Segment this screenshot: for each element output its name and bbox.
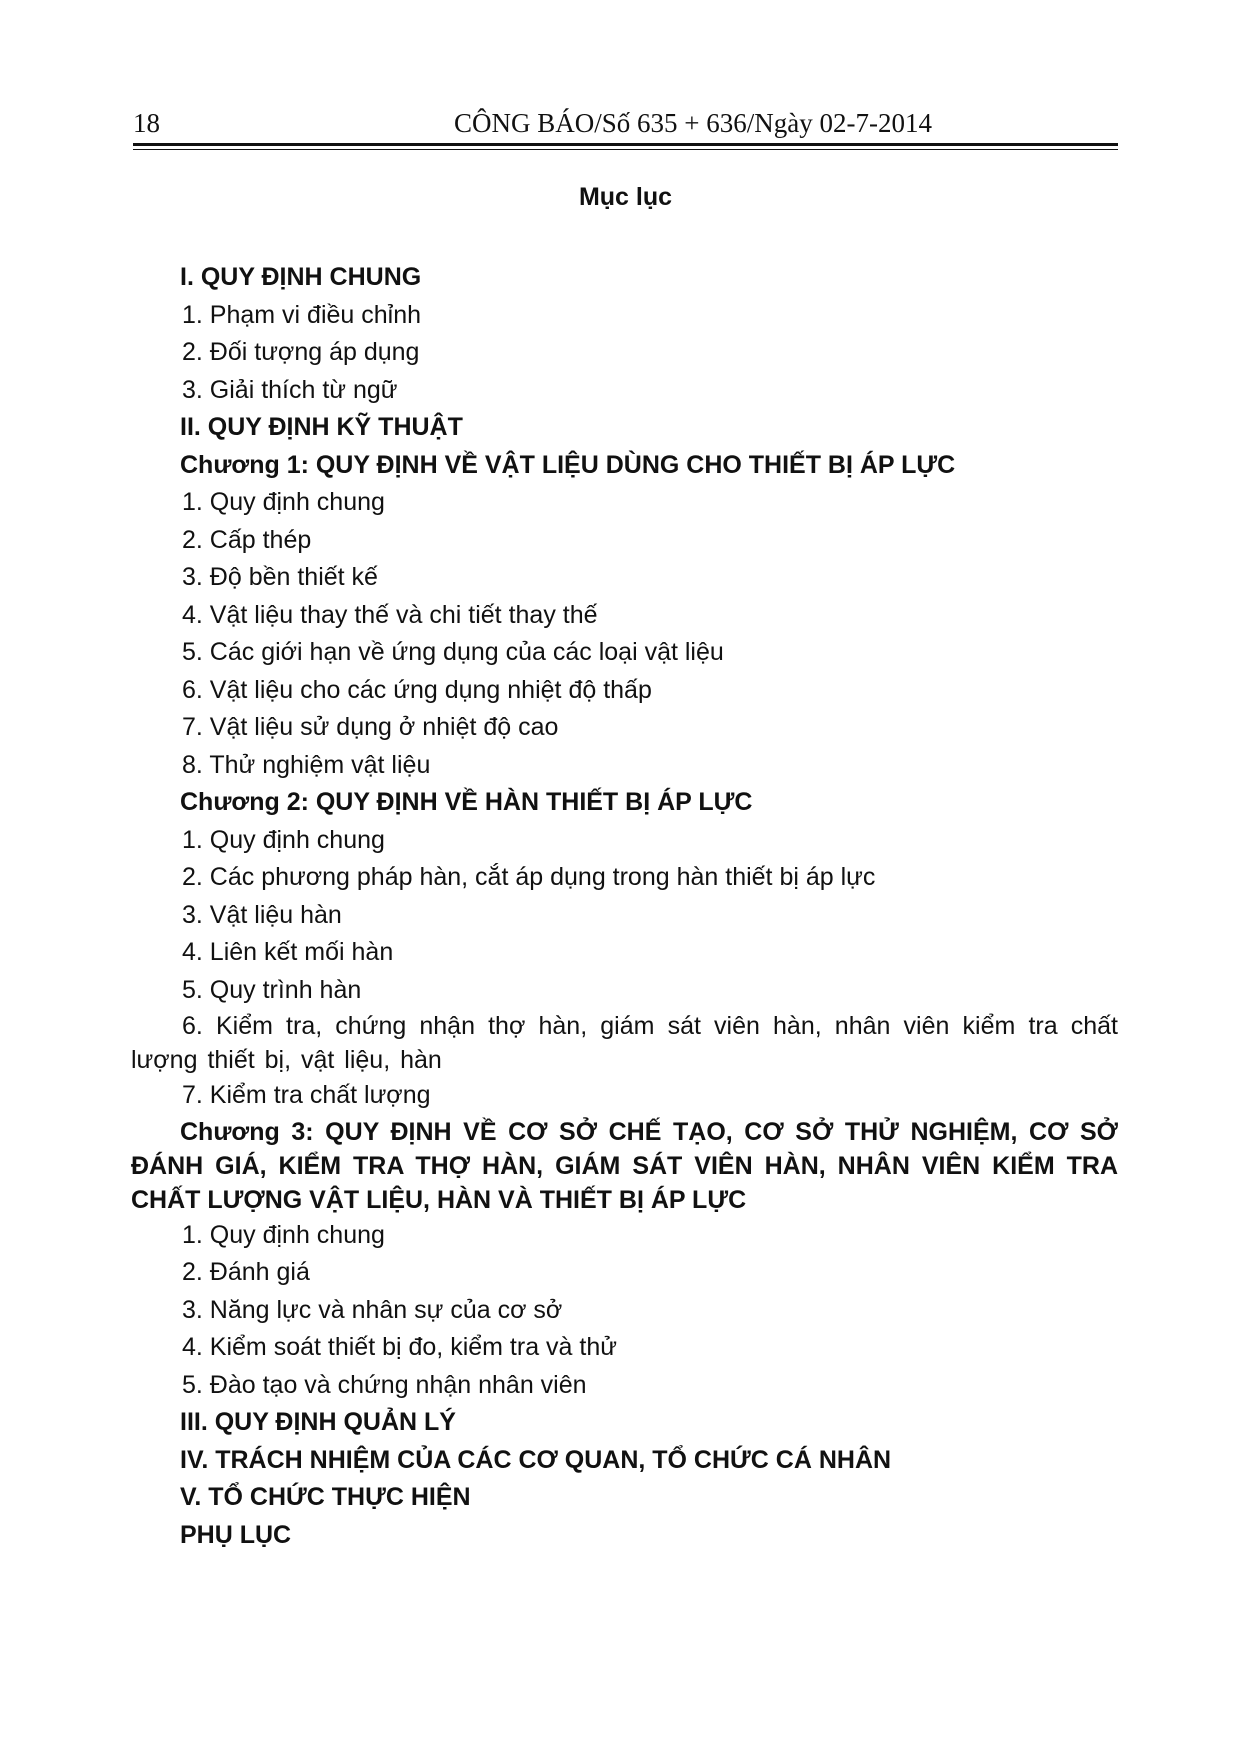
section-heading: II. QUY ĐỊNH KỸ THUẬT	[180, 413, 463, 441]
table-of-contents	[131, 259, 1118, 1554]
toc-item: 2. Cấp thép	[182, 525, 312, 554]
appendix-heading: PHỤ LỤC	[180, 1520, 292, 1549]
toc-item: 1. Quy định chung	[182, 825, 385, 854]
toc-item: 4. Kiểm soát thiết bị đo, kiểm tra và thử	[182, 1333, 617, 1361]
toc-item: 6. Vật liệu cho các ứng dụng nhiệt độ thấp	[182, 675, 652, 704]
gazette-title: CÔNG BÁO/Số 635 + 636/Ngày 02-7-2014	[454, 108, 932, 138]
toc-item: 7. Vật liệu sử dụng ở nhiệt độ cao	[182, 713, 559, 741]
toc-item: 1. Quy định chung	[182, 488, 385, 516]
section-heading: IV. TRÁCH NHIỆM CỦA CÁC CƠ QUAN, TỔ CHỨC CÁ NHÂN	[180, 1445, 892, 1474]
chapter-heading: Chương 1: QUY ĐỊNH VỀ VẬT LIỆU DÙNG CHO THIẾT BỊ ÁP LỰC	[180, 450, 956, 479]
toc-item: 3. Vật liệu hàn	[182, 900, 342, 929]
section-heading: V. TỔ CHỨC THỰC HIỆN	[180, 1483, 471, 1511]
page-number: 18	[133, 108, 160, 138]
toc-item: 2. Các phương pháp hàn, cắt áp dụng trong hàn thiết bị áp lực	[182, 863, 876, 891]
toc-item: 3. Độ bền thiết kế	[182, 563, 378, 591]
toc-item: 5. Quy trình hàn	[182, 975, 362, 1004]
toc-item: 5. Đào tạo và chứng nhận nhân viên	[182, 1370, 587, 1399]
toc-item: 4. Vật liệu thay thế và chi tiết thay thế	[182, 600, 598, 629]
chapter-heading: Chương 3: QUY ĐỊNH VỀ CƠ SỞ CHẾ TẠO, CƠ SỞ THỬ NGHIỆM, CƠ SỞ ĐÁNH GIÁ, KIỂM TRA THỢ HÀN, GIÁM SÁT VIÊN HÀN, NHÂN VIÊN KIỂM TRA CHẤT LƯỢNG VẬT LIỆU, HÀN VÀ THIẾT BỊ ÁP LỰC	[131, 1117, 1118, 1214]
toc-item: 4. Liên kết mối hàn	[182, 938, 394, 966]
toc-item: 5. Các giới hạn về ứng dụng của các loại vật liệu	[182, 638, 724, 666]
header-rule-thick	[133, 143, 1118, 146]
section-heading: III. QUY ĐỊNH QUẢN LÝ	[180, 1408, 456, 1436]
header-rule-thin	[133, 149, 1118, 150]
chapter-heading: Chương 2: QUY ĐỊNH VỀ HÀN THIẾT BỊ ÁP LỰC	[180, 788, 753, 816]
toc-title: Mục lục	[578, 183, 673, 211]
toc-item: 3. Giải thích từ ngữ	[182, 375, 398, 404]
toc-item: 3. Năng lực và nhân sự của cơ sở	[182, 1295, 563, 1324]
toc-item: 7. Kiểm tra chất lượng	[182, 1081, 431, 1109]
toc-item: 1. Phạm vi điều chỉnh	[182, 300, 422, 329]
toc-item: 2. Đánh giá	[182, 1258, 310, 1286]
toc-item: 2. Đối tượng áp dụng	[182, 338, 420, 366]
toc-item: 8. Thử nghiệm vật liệu	[182, 750, 431, 779]
toc-item-wrapped: 6. Kiểm tra, chứng nhận thợ hàn, giám sát viên hàn, nhân viên kiểm tra chất lượng thiết bị, vật liệu, hàn	[131, 1012, 1118, 1074]
toc-item: 1. Quy định chung	[182, 1220, 385, 1249]
page-header	[133, 108, 1118, 144]
section-heading: I. QUY ĐỊNH CHUNG	[180, 263, 422, 291]
